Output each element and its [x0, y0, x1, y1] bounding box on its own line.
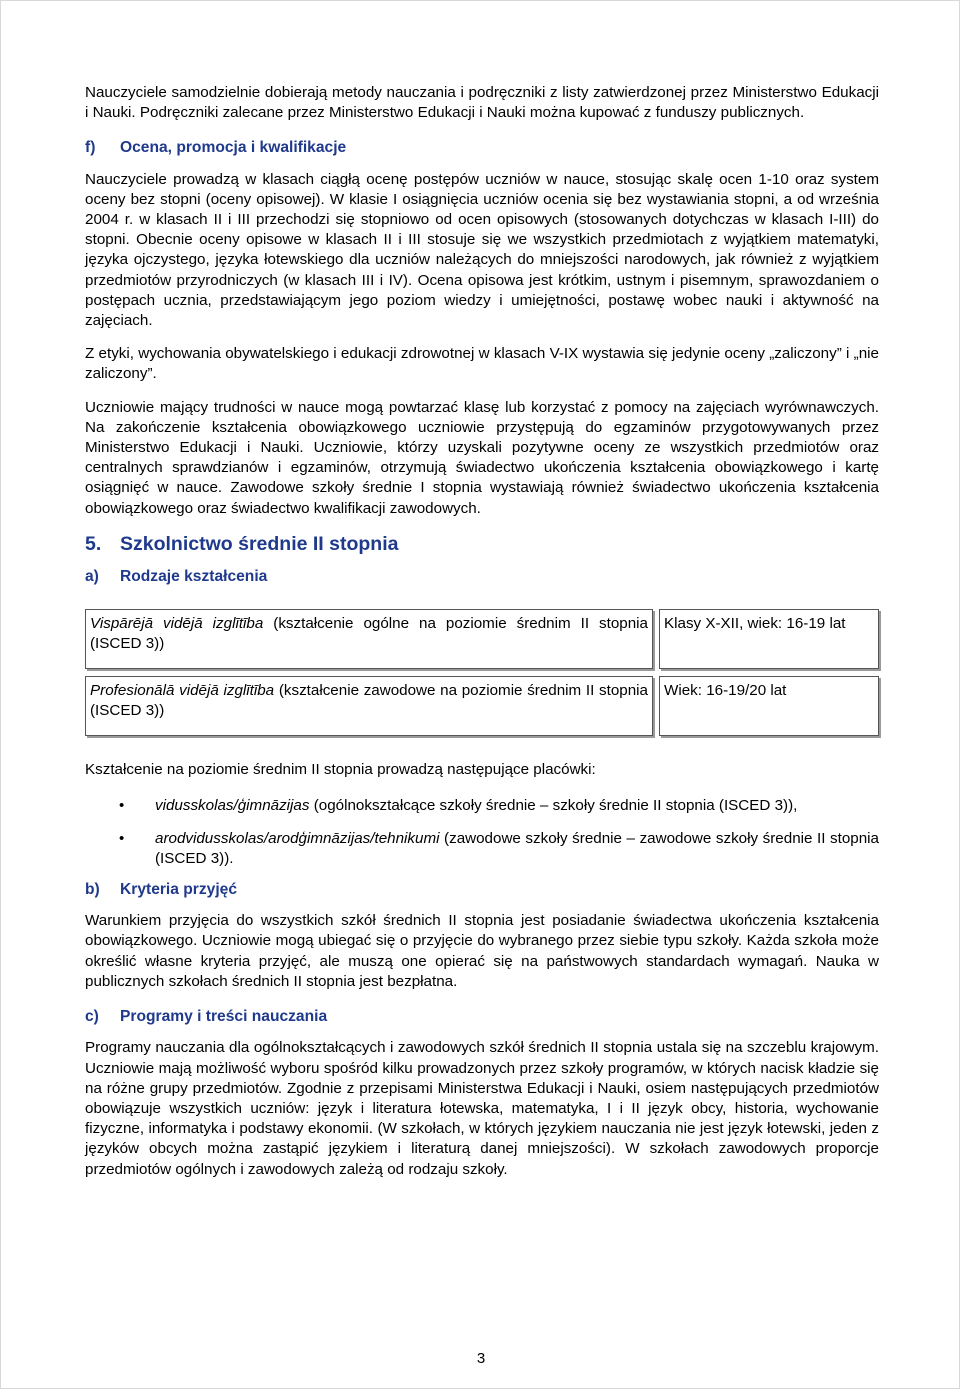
- heading-title: Szkolnictwo średnie II stopnia: [120, 532, 399, 555]
- latvian-term: arodvidusskolas/arodģimnāzijas/tehnikumi: [155, 829, 440, 847]
- age-range-text: Wiek: 16-19/20 lat: [664, 682, 787, 700]
- paragraph-ethics-grades: Z etyki, wychowania obywatelskiego i edukacji zdrowotnej w klasach V-IX wystawia się jedynie oceny „zaliczony” i „nie zaliczony”.: [85, 345, 879, 383]
- heading-section-5: [85, 534, 879, 554]
- education-type-cell: [85, 609, 653, 669]
- page-number: 3: [476, 1350, 486, 1367]
- age-range-cell: [659, 676, 879, 736]
- education-types-table: [85, 609, 879, 736]
- intro-paragraph: Nauczyciele samodzielnie dobierają metody nauczania i podręczniki z listy zatwierdzonej przez Ministerstwo Edukacji i Nauki. Podręczniki zalecane przez Ministerstwo Edukacji i Nauki można kupować z funduszy publicznych.: [85, 84, 879, 122]
- heading-label: b): [85, 881, 100, 899]
- heading-label: f): [85, 139, 96, 157]
- bullet-icon: •: [119, 797, 125, 815]
- age-range-text: Klasy X-XII, wiek: 16-19 lat: [664, 615, 846, 633]
- heading-section-c: [85, 1007, 879, 1027]
- paragraph-institutions: Kształcenie na poziomie średnim II stopnia prowadzą następujące placówki:: [85, 761, 596, 779]
- heading-section-f: [85, 138, 879, 158]
- heading-title: Kryteria przyjęć: [120, 881, 238, 899]
- education-type-row: [85, 609, 879, 669]
- latvian-term: Vispārējā vidējā izglītība: [90, 615, 264, 633]
- item-description: (zawodowe szkoły średnie – zawodowe szkoły średnie II stopnia (ISCED 3)).: [155, 829, 879, 867]
- term-description: (kształcenie ogólne na poziomie średnim II stopnia (ISCED 3)): [90, 615, 648, 653]
- bullet-icon: •: [119, 829, 125, 847]
- latvian-term: Profesionālā vidējā izglītība: [90, 682, 275, 700]
- heading-title: Rodzaje kształcenia: [120, 568, 268, 586]
- institutions-list: [85, 796, 879, 869]
- paragraph-curricula: Programy nauczania dla ogólnokształcących i zawodowych szkół średnich II stopnia ustala się na szczeblu krajowym. Uczniowie mają możliwość wyboru spośród kilku prowadzonych przez szkoły programów, w których nacisk kładzie się na różne grupy przedmiotów. Zgodnie z przepisami Ministerstwa Edukacji i Nauki, osiem następujących przedmiotów obowiązuje wszystkich uczniów: język i literatura łotewska, matematyka, I i II język obcy, historia, wychowanie fizyczne, informatyka i podstawy ekonomii. (W szkołach, w których językiem nauczania nie jest język łotewski, jeden z języków obcych można zastąpić językiem i literaturą danej mniejszości). W szkołach zawodowych proporcje przedmiotów ogólnych i zawodowych zależą od rodzaju szkoły.: [85, 1039, 879, 1178]
- list-item: [85, 796, 879, 816]
- item-description: (ogólnokształcące szkoły średnie – szkoły średnie II stopnia (ISCED 3)),: [309, 797, 798, 815]
- paragraph-assessment: Nauczyciele prowadzą w klasach ciągłą ocenę postępów uczniów w nauce, stosując skalę ocen 1-10 oraz system oceny bez stopni (oceny opisowej). W klasie I osiągnięcia uczniów ocenia się bez wystawiania stopni, a od września 2004 r. w klasach II i III przechodzi się stopniowo od ocen opisowych (stosowanych dotychczas w klasach I-III) do stopni. Obecnie oceny opisowe w klasach II i III stosuje się we wszystkich przedmiotach z wyjątkiem matematyki, języka ojczystego, języka łotewskiego dla uczniów należących do mniejszości narodowych, jak również z wyjątkiem przedmiotów przyrodniczych (w klasach III i IV). Ocena opisowa jest krótkim, ustnym i pisemnym, sprawozdaniem o postępach ucznia, przedstawiającym jego poziom wiedzy i umiejętności, postawę wobec nauki i aktywność na zajęciach.: [85, 170, 879, 330]
- latvian-term: vidusskolas/ģimnāzijas: [155, 797, 310, 815]
- paragraph-admission: Warunkiem przyjęcia do wszystkich szkół średnich II stopnia jest posiadanie świadectwa ukończenia kształcenia obowiązkowego. Uczniowie mogą ubiegać się o przyjęcie do wybranego przez siebie typu szkoły. Każda szkoła może określić własne kryteria przyjęć, ale muszą one opierać się na państwowych standardach wymagań. Nauka w publicznych szkołach średnich II stopnia jest bezpłatna.: [85, 912, 879, 990]
- education-type-cell: [85, 676, 653, 736]
- heading-label: a): [85, 568, 99, 586]
- list-item: [85, 829, 879, 869]
- heading-title: Programy i treści nauczania: [120, 1008, 328, 1026]
- paragraph-repeat-class: Uczniowie mający trudności w nauce mogą powtarzać klasę lub korzystać z pomocy na zajęciach wyrównawczych. Na zakończenie kształcenia obowiązkowego uczniowie przystępują do egzaminów przygotowywanych przez Ministerstwo Edukacji i Nauki. Uczniowie, którzy uzyskali pozytywne oceny ze wszystkich przedmiotów oraz centralnych sprawdzianów i egzaminów, otrzymują świadectwo ukończenia kształcenia obowiązkowego i kartę osiągnięć w nauce. Zawodowe szkoły średnie I stopnia wystawiają również świadectwo ukończenia kształcenia obowiązkowego oraz świadectwo kwalifikacji zawodowych.: [85, 398, 879, 517]
- age-range-cell: [659, 609, 879, 669]
- term-description: (kształcenie zawodowe na poziomie średnim II stopnia (ISCED 3)): [90, 682, 648, 720]
- heading-title: Ocena, promocja i kwalifikacje: [120, 139, 347, 157]
- heading-section-a: [85, 567, 879, 587]
- heading-label: c): [85, 1008, 99, 1026]
- heading-label: 5.: [85, 532, 102, 555]
- page-content: [85, 83, 879, 1180]
- education-type-row: [85, 676, 879, 736]
- heading-section-b: [85, 880, 879, 900]
